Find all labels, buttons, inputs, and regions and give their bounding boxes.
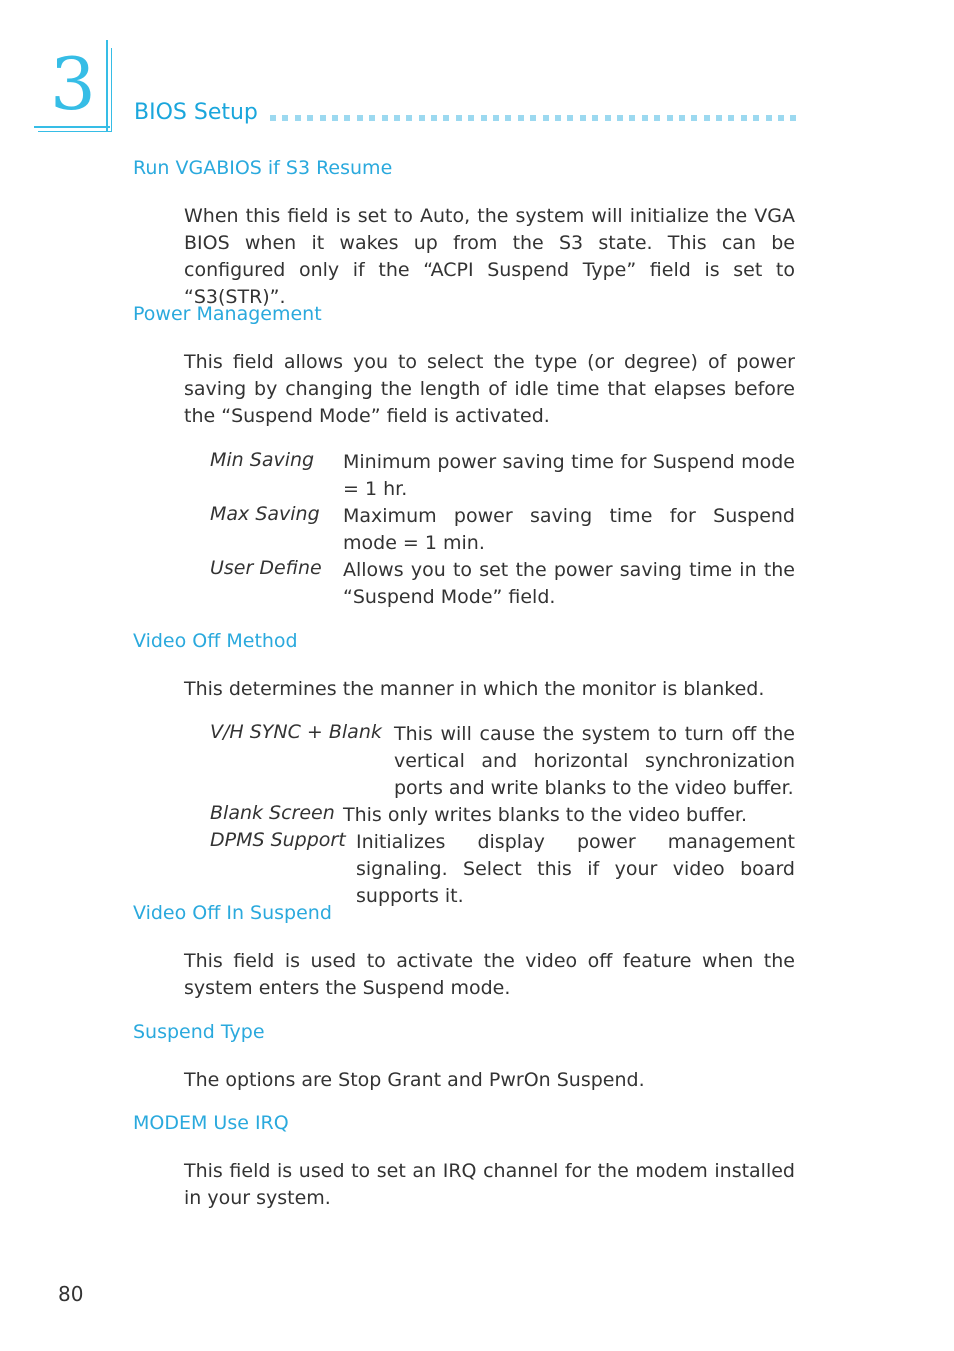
rule-dot bbox=[667, 115, 673, 121]
option-desc: This only writes blanks to the video buffer. bbox=[343, 804, 748, 826]
rule-dot bbox=[406, 115, 412, 121]
rule-dot bbox=[431, 115, 437, 121]
section-heading: Video Off Method bbox=[133, 630, 298, 652]
section-body: When this field is set to Auto, the system will initialize the VGA BIOS when it wakes up from the S3 state. This can be configured only if the “ACPI Suspend Type” field is set to “S3(STR)”. bbox=[184, 205, 795, 308]
chapter-number: 3 bbox=[50, 42, 96, 126]
rule-dot bbox=[518, 115, 524, 121]
rule-dot bbox=[605, 115, 611, 121]
rule-dot bbox=[456, 115, 462, 121]
rule-dot bbox=[617, 115, 623, 121]
rule-dot bbox=[369, 115, 375, 121]
option-desc: Maximum power saving time for Suspend mode = 1 min. bbox=[343, 505, 795, 554]
rule-dot bbox=[468, 115, 474, 121]
section-heading: Suspend Type bbox=[133, 1021, 265, 1043]
rule-dot bbox=[530, 115, 536, 121]
option-term: DPMS Support bbox=[210, 829, 346, 851]
option-term: User Define bbox=[210, 557, 322, 579]
rule-dot bbox=[704, 115, 710, 121]
rule-dot bbox=[716, 115, 722, 121]
rule-dot bbox=[357, 115, 363, 121]
rule-dot bbox=[766, 115, 772, 121]
rule-dot bbox=[778, 115, 784, 121]
rule-dot bbox=[320, 115, 326, 121]
rule-dot bbox=[382, 115, 388, 121]
section-heading: MODEM Use IRQ bbox=[133, 1112, 289, 1134]
section-heading: Video Off In Suspend bbox=[133, 902, 332, 924]
rule-dot bbox=[629, 115, 635, 121]
rule-dot bbox=[332, 115, 338, 121]
chapter-frame-line bbox=[38, 131, 112, 132]
rule-dot bbox=[642, 115, 648, 121]
rule-dot bbox=[790, 115, 796, 121]
rule-dot bbox=[419, 115, 425, 121]
rule-dot bbox=[592, 115, 598, 121]
option-desc: This will cause the system to turn off the vertical and horizontal synchronization ports and write blanks to the video buffer. bbox=[394, 723, 795, 799]
rule-dot bbox=[543, 115, 549, 121]
rule-dot bbox=[282, 115, 288, 121]
section-body: The options are Stop Grant and PwrOn Suspend. bbox=[184, 1069, 645, 1091]
option-term: V/H SYNC + Blank bbox=[210, 721, 382, 743]
rule-dot bbox=[443, 115, 449, 121]
rule-dot bbox=[567, 115, 573, 121]
option-term: Min Saving bbox=[210, 449, 315, 471]
rule-dot bbox=[580, 115, 586, 121]
option-desc: Minimum power saving time for Suspend mode = 1 hr. bbox=[343, 451, 795, 500]
rule-dot bbox=[394, 115, 400, 121]
rule-dot bbox=[344, 115, 350, 121]
chapter-frame-line bbox=[34, 126, 110, 128]
rule-dot bbox=[481, 115, 487, 121]
title-dot-rule bbox=[270, 115, 800, 123]
rule-dot bbox=[295, 115, 301, 121]
rule-dot bbox=[307, 115, 313, 121]
rule-dot bbox=[753, 115, 759, 121]
rule-dot bbox=[654, 115, 660, 121]
rule-dot bbox=[691, 115, 697, 121]
rule-dot bbox=[728, 115, 734, 121]
option-desc: Initializes display power management signaling. Select this if your video board supports it. bbox=[356, 831, 795, 907]
rule-dot bbox=[679, 115, 685, 121]
chapter-title: BIOS Setup bbox=[134, 100, 258, 125]
option-term: Blank Screen bbox=[210, 802, 335, 824]
chapter-frame-line bbox=[106, 40, 108, 132]
rule-dot bbox=[493, 115, 499, 121]
section-heading: Power Management bbox=[133, 303, 322, 325]
option-term: Max Saving bbox=[210, 503, 320, 525]
rule-dot bbox=[505, 115, 511, 121]
section-heading: Run VGABIOS if S3 Resume bbox=[133, 157, 393, 179]
option-desc: Allows you to set the power saving time in the “Suspend Mode” field. bbox=[343, 559, 795, 608]
section-body: This field is used to activate the video off feature when the system enters the Suspend mode. bbox=[184, 950, 795, 999]
rule-dot bbox=[555, 115, 561, 121]
rule-dot bbox=[270, 115, 276, 121]
section-body: This field is used to set an IRQ channel for the modem installed in your system. bbox=[184, 1160, 795, 1209]
page-number: 80 bbox=[58, 1282, 84, 1306]
chapter-frame-line bbox=[111, 48, 112, 132]
section-body: This field allows you to select the type (or degree) of power saving by changing the length of idle time that elapses before the “Suspend Mode” field is activated. bbox=[184, 351, 795, 427]
section-body: This determines the manner in which the monitor is blanked. bbox=[184, 678, 765, 700]
rule-dot bbox=[741, 115, 747, 121]
